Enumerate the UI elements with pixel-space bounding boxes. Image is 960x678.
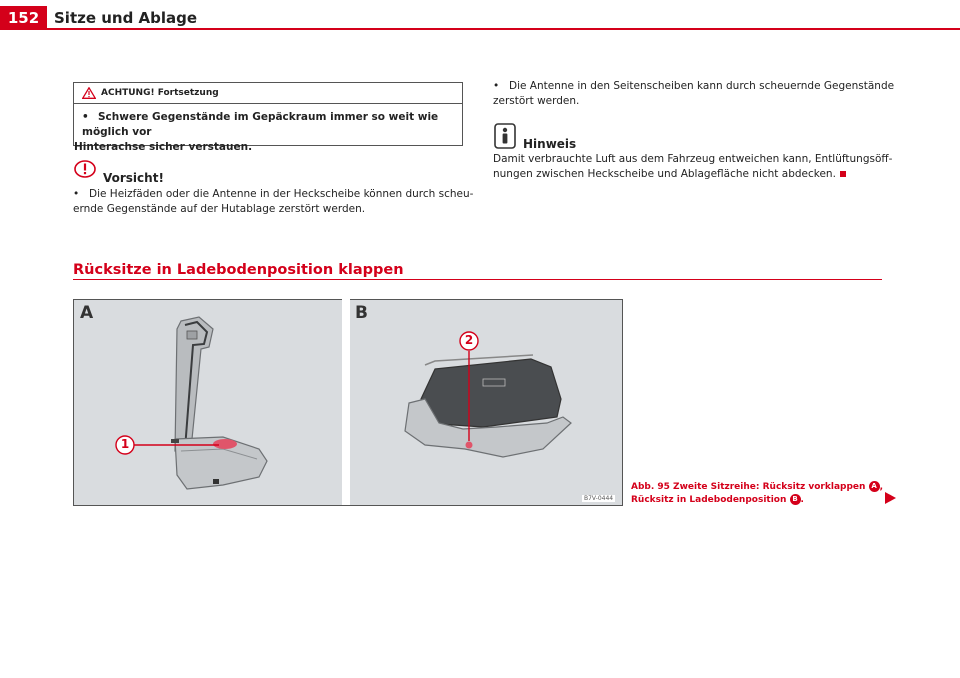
next-page-arrow-icon[interactable] xyxy=(883,491,897,505)
hint-info-icon xyxy=(494,123,516,149)
section-rule xyxy=(73,279,882,280)
caution-line-2: ernde Gegenstände auf der Hutablage zerstört werden. xyxy=(73,203,366,215)
caption-badge-b: B xyxy=(790,494,801,505)
caption-line-1: Abb. 95 Zweite Sitzreihe: Rücksitz vorklappen xyxy=(631,482,866,492)
caution-exclamation-icon xyxy=(74,160,96,178)
seat-b-drawing xyxy=(405,355,571,457)
caption-line-2-end: . xyxy=(800,495,804,505)
antenna-line-2: zerstört werden. xyxy=(493,95,580,107)
end-of-section-marker xyxy=(840,171,846,177)
antenna-note xyxy=(493,79,894,109)
caution-line-1: Die Heizfäden oder die Antenne in der Heckscheibe können durch scheu- xyxy=(89,188,474,200)
panel-label-a: A xyxy=(80,303,94,323)
seat-illustration xyxy=(73,299,621,505)
warning-triangle-icon xyxy=(82,87,96,99)
bullet: • xyxy=(73,188,80,200)
warning-line-2: Hinterachse sicher verstauen. xyxy=(74,141,253,153)
warning-header-label: ACHTUNG! Fortsetzung xyxy=(101,88,219,98)
caution-title: Vorsicht! xyxy=(103,171,164,185)
panel-label-b: B xyxy=(355,303,368,323)
hint-title: Hinweis xyxy=(523,137,577,151)
caption-badge-a: A xyxy=(869,481,880,492)
section-heading: Rücksitze in Ladebodenposition klappen xyxy=(73,262,404,278)
page-number: 152 xyxy=(0,6,47,30)
warning-line-1: Schwere Gegenstände im Gepäckraum immer so weit wie möglich vor xyxy=(82,111,439,138)
caption-line-1-end: , xyxy=(879,482,883,492)
figure-caption xyxy=(631,481,883,507)
caption-line-2: Rücksitz in Ladebodenposition xyxy=(631,495,787,505)
hint-text xyxy=(493,152,892,182)
warning-box xyxy=(73,82,463,153)
hint-line-2: nungen zwischen Heckscheibe und Ablagefläche nicht abdecken. xyxy=(493,168,836,180)
callout-1: 1 xyxy=(120,437,130,451)
caution-text xyxy=(73,187,473,217)
page-title: Sitze und Ablage xyxy=(54,9,198,27)
warning-text xyxy=(74,110,456,155)
image-code: B7V-0444 xyxy=(584,495,614,502)
bullet: • xyxy=(82,111,89,123)
bullet: • xyxy=(493,80,500,92)
warning-header xyxy=(74,83,462,104)
seat-a-drawing xyxy=(171,317,267,489)
header-rule xyxy=(0,28,960,30)
antenna-line-1: Die Antenne in den Seitenscheiben kann durch scheuernde Gegenstände xyxy=(509,80,895,92)
hint-line-1: Damit verbrauchte Luft aus dem Fahrzeug entweichen kann, Entlüftungsöff- xyxy=(493,153,893,165)
callout-2: 2 xyxy=(464,333,474,347)
